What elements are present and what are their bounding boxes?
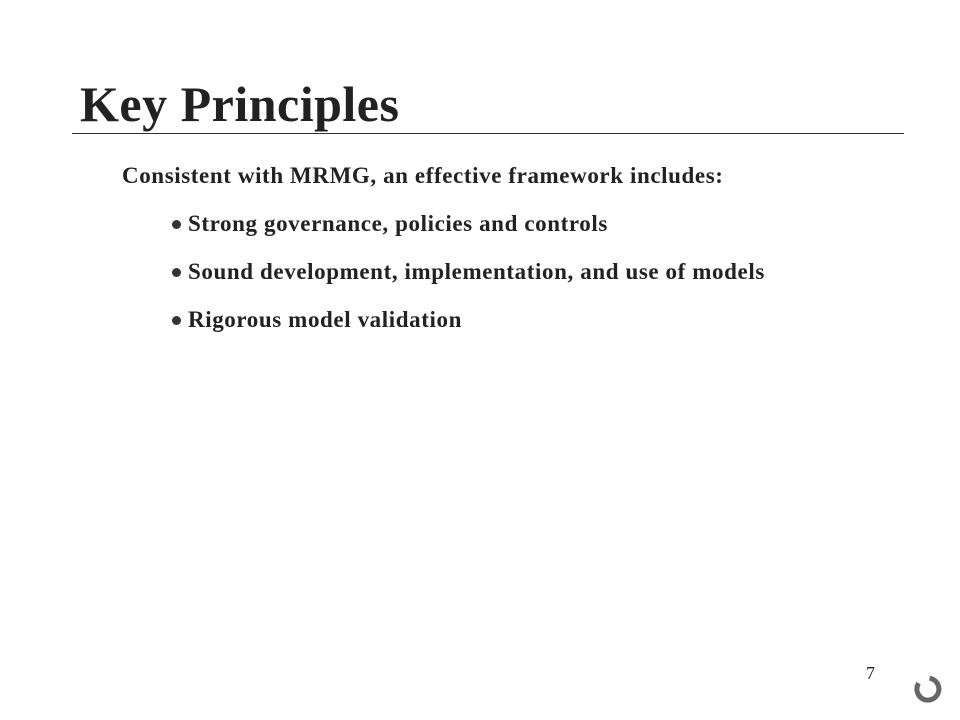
intro-text: Consistent with MRMG, an effective framework includes: [122, 163, 724, 188]
bullet-item [170, 256, 860, 288]
bullet-dot-icon [172, 220, 181, 229]
bullet-text: Rigorous model validation [188, 307, 462, 332]
bullet-item [170, 208, 860, 240]
slide-title: Key Principles [80, 76, 400, 132]
ring-logo-icon [912, 674, 942, 704]
bullet-text: Sound development, implementation, and use of models [188, 259, 765, 284]
bullet-dot-icon [172, 316, 181, 325]
bullet-text: Strong governance, policies and controls [188, 211, 608, 236]
bullet-list [170, 208, 860, 352]
bullet-item [170, 304, 860, 336]
bullet-dot-icon [172, 268, 181, 277]
title-underline [72, 133, 904, 134]
page-number: 7 [866, 663, 875, 683]
